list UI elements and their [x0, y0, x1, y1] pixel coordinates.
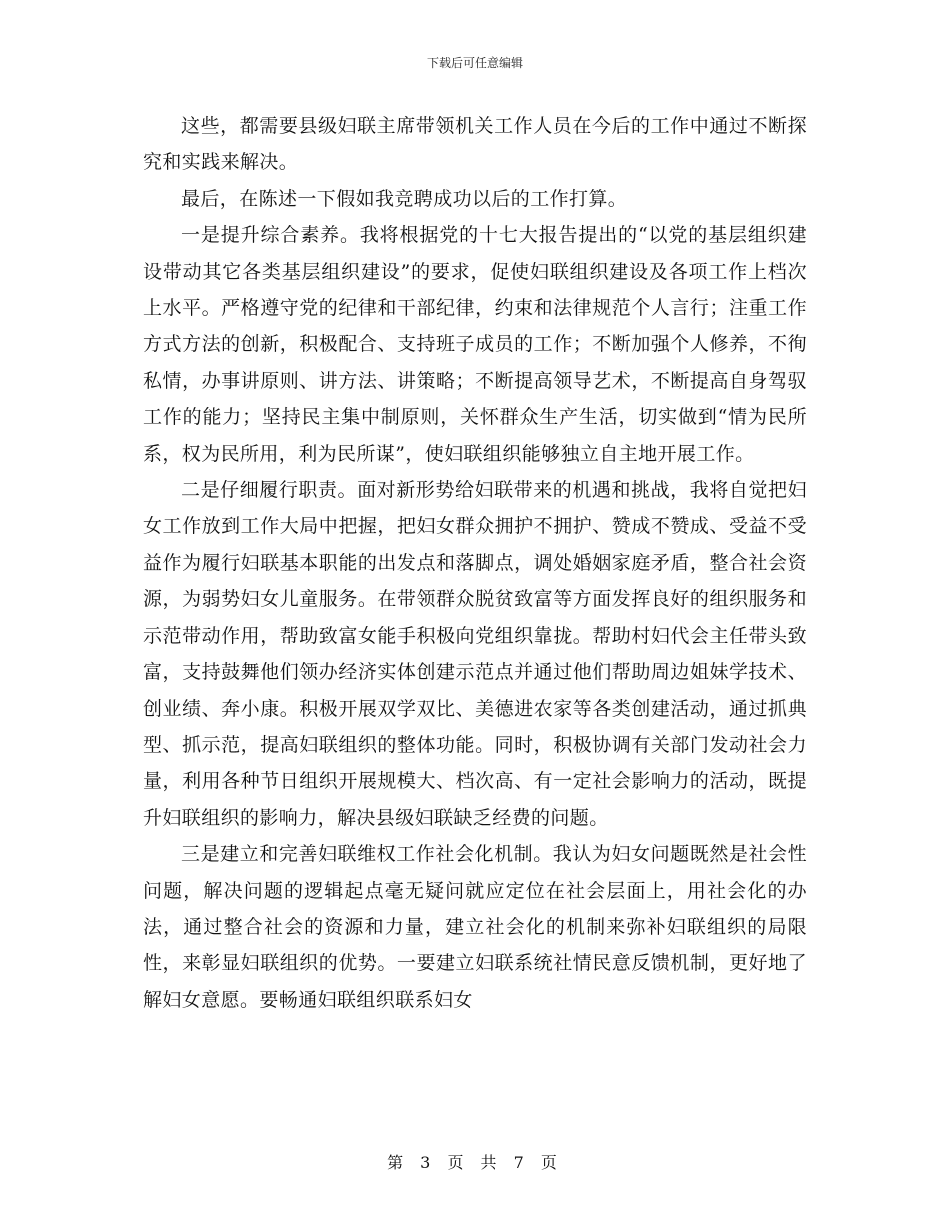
page-number-footer: 第 3 页 共 7 页	[387, 1153, 563, 1172]
page-header-note: 下载后可任意编辑	[426, 56, 523, 70]
document-body	[143, 108, 807, 1018]
paragraph-1: 这些，都需要县级妇联主席带领机关工作人员在今后的工作中通过不断探究和实践来解决。	[143, 115, 807, 174]
paragraph-2: 最后，在陈述一下假如我竞聘成功以后的工作打算。	[181, 187, 628, 210]
paragraph-4: 二是仔细履行职责。面对新形势给妇联带来的机遇和挑战，我将自觉把妇女工作放到工作大局中把握，把妇女群众拥护不拥护、赞成不赞成、受益不受益作为履行妇联基本职能的出发点和落脚点，调处婚姻家庭矛盾，整合社会资源，为弱势妇女儿童服务。在带领群众脱贫致富等方面发挥良好的组织服务和示范带动作用，帮助致富女能手积极向党组织靠拢。帮助村妇代会主任带头致富，支持鼓舞他们领办经济实体创建示范点并通过他们帮助周边姐妹学技术、创业绩、奔小康。积极开展双学双比、美德进农家等各类创建活动，通过抓典型、抓示范，提高妇联组织的整体功能。同时，积极协调有关部门发动社会力量，利用各种节日组织开展规模大、档次高、有一定社会影响力的活动，既提升妇联组织的影响力，解决县级妇联缺乏经费的问题。	[143, 479, 807, 829]
paragraph-5: 三是建立和完善妇联维权工作社会化机制。我认为妇女问题既然是社会性问题，解决问题的逻辑起点毫无疑问就应定位在社会层面上，用社会化的办法，通过整合社会的资源和力量，建立社会化的机制来弥补妇联组织的局限性，来彰显妇联组织的优势。一要建立妇联系统社情民意反馈机制，更好地了解妇女意愿。要畅通妇联组织联系妇女	[143, 843, 807, 1011]
paragraph-3: 一是提升综合素养。我将根据党的十七大报告提出的“以党的基层组织建设带动其它各类基层组织建设”的要求，促使妇联组织建设及各项工作上档次上水平。严格遵守党的纪律和干部纪律，约束和法律规范个人言行；注重工作方式方法的创新，积极配合、支持班子成员的工作；不断加强个人修养，不徇私情，办事讲原则、讲方法、讲策略；不断提高领导艺术，不断提高自身驾驭工作的能力；坚持民主集中制原则，关怀群众生产生活，切实做到“情为民所系，权为民所用，利为民所谋”，使妇联组织能够独立自主地开展工作。	[143, 224, 807, 465]
